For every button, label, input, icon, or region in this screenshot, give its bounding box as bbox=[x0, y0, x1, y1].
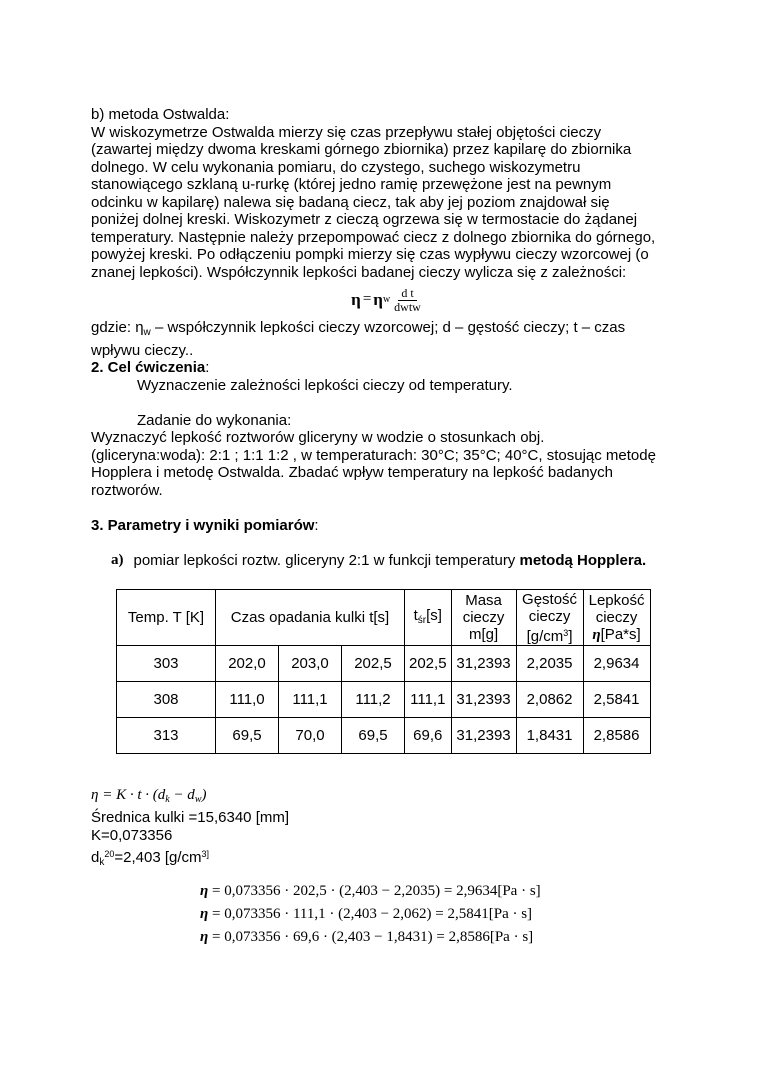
hoppler-equation: $\eta = K \cdot t \cdot (d_k - d_w)$ bbox=[91, 787, 207, 805]
task-line: (gliceryna:woda): 2:1 ; 1:1 1:2 , w temperaturach: 30°C; 35°C; 40°C, stosując metodę bbox=[91, 446, 656, 464]
section-2-heading: 2. Cel ćwiczenia: bbox=[91, 359, 210, 376]
where-line: gdzie: $\eta_w$ – współczynnik lepkości cieczy wzorcowej; d – gęstość cieczy; t – czas bbox=[91, 319, 626, 338]
header-czas: Czas opadania kulki t[s] bbox=[216, 590, 405, 646]
section-3-heading: 3. Parametry i wyniki pomiarów: bbox=[91, 516, 319, 534]
header-gestosc: Gęstość cieczy $[g/cm^3]$ bbox=[516, 590, 583, 646]
table-header-row bbox=[117, 590, 651, 646]
table-row: 308 111,0 111,1 111,2 111,1 31,2393 2,0862 2,5841 bbox=[117, 682, 651, 718]
task-title: Zadanie do wykonania: bbox=[137, 411, 292, 429]
section-b-heading: b) metoda Ostwalda: bbox=[91, 106, 230, 123]
ball-density: $d_k^{20}=2,403$ [$g/cm^{3]}$ bbox=[91, 849, 210, 868]
paragraph-line: poniżej dolnej kreski. Wiskozymetr z cieczą ogrzewa się w termostacie do żądanej bbox=[91, 211, 638, 228]
table-row: 313 69,5 70,0 69,5 69,6 31,2393 1,8431 2,8586 bbox=[117, 718, 651, 754]
header-masa: Masa cieczy m[g] bbox=[451, 590, 516, 646]
paragraph-line: temperatury. Następnie należy przepompować ciecz z dolnego zbiornika do górnego, bbox=[91, 228, 656, 246]
calc-line: η = 0,073356 · 111,1 · (2,403 − 2,062) = 2,5841[Pa · s] bbox=[200, 906, 533, 922]
document-body bbox=[91, 106, 681, 569]
paragraph-line: odcinku w kapilarę) nalewa się badaną ciecz, tak aby jej poziom znajdował się bbox=[91, 193, 610, 211]
ostwald-formula: η = η w $\frac{\text{d t}}{\text{dwtw}}$ bbox=[351, 285, 421, 314]
ball-diameter: Średnica kulki =15,6340 [mm] bbox=[91, 809, 290, 826]
header-lepkosc: Lepkość cieczy η[Pa*s] bbox=[583, 590, 650, 646]
paragraph-line: stanowiącego szklaną u-rurkę (której jedno ramię przewężone jest na pewnym bbox=[91, 176, 612, 193]
paragraph-line: W wiskozymetrze Ostwalda mierzy się czas przepływu stałej objętości cieczy bbox=[91, 123, 602, 141]
list-item-a: a) pomiar lepkości roztw. gliceryny 2:1 w funkcji temperatury metodą Hopplera. bbox=[111, 551, 647, 569]
paragraph-line: (zawartej między dwoma kreskami górnego zbiornika) przez kapilarę do zbiornika bbox=[91, 141, 632, 158]
paragraph-line: dolnego. W celu wykonania pomiaru, do czystego, suchego wiskozymetru bbox=[91, 158, 581, 176]
header-tsr: $t_{śr}[s]$ bbox=[405, 590, 452, 646]
formula-fraction: $\frac{\text{d t}}{\text{dwtw}}$ bbox=[394, 285, 421, 314]
calc-line: η = 0,073356 · 202,5 · (2,403 − 2,2035) = 2,9634[Pa · s] bbox=[200, 883, 541, 899]
task-line: roztworów. bbox=[91, 481, 163, 499]
viscosity-calculations bbox=[200, 880, 541, 949]
goal-text: Wyznaczenie zależności lepkości cieczy od temperatury. bbox=[137, 376, 513, 394]
paragraph-line: powyżej kreski. Po odłączeniu pompki mierzy się czas wypływu cieczy wzorcowej (o bbox=[91, 246, 649, 263]
calc-line: η = 0,073356 · 69,6 · (2,403 − 1,8431) = 2,8586[Pa · s] bbox=[200, 929, 534, 945]
table-row: 303 202,0 203,0 202,5 202,5 31,2393 2,2035 2,9634 bbox=[117, 646, 651, 682]
paragraph-line: znanej lepkości). Współczynnik lepkości badanej cieczy wylicza się z zależności: bbox=[91, 263, 627, 281]
hoppler-results-table bbox=[116, 589, 651, 754]
hoppler-parameters bbox=[91, 786, 289, 872]
header-temp: Temp. T [K] bbox=[117, 590, 216, 646]
where-line-2: wpływu cieczy.. bbox=[91, 341, 194, 359]
constant-k: K=0,073356 bbox=[91, 827, 173, 844]
task-line: Wyznaczyć lepkość roztworów gliceryny w wodzie o stosunkach obj. bbox=[91, 429, 545, 446]
task-line: Hopplera i metodę Ostwalda. Zbadać wpływ temperatury na lepkość badanych bbox=[91, 464, 613, 481]
